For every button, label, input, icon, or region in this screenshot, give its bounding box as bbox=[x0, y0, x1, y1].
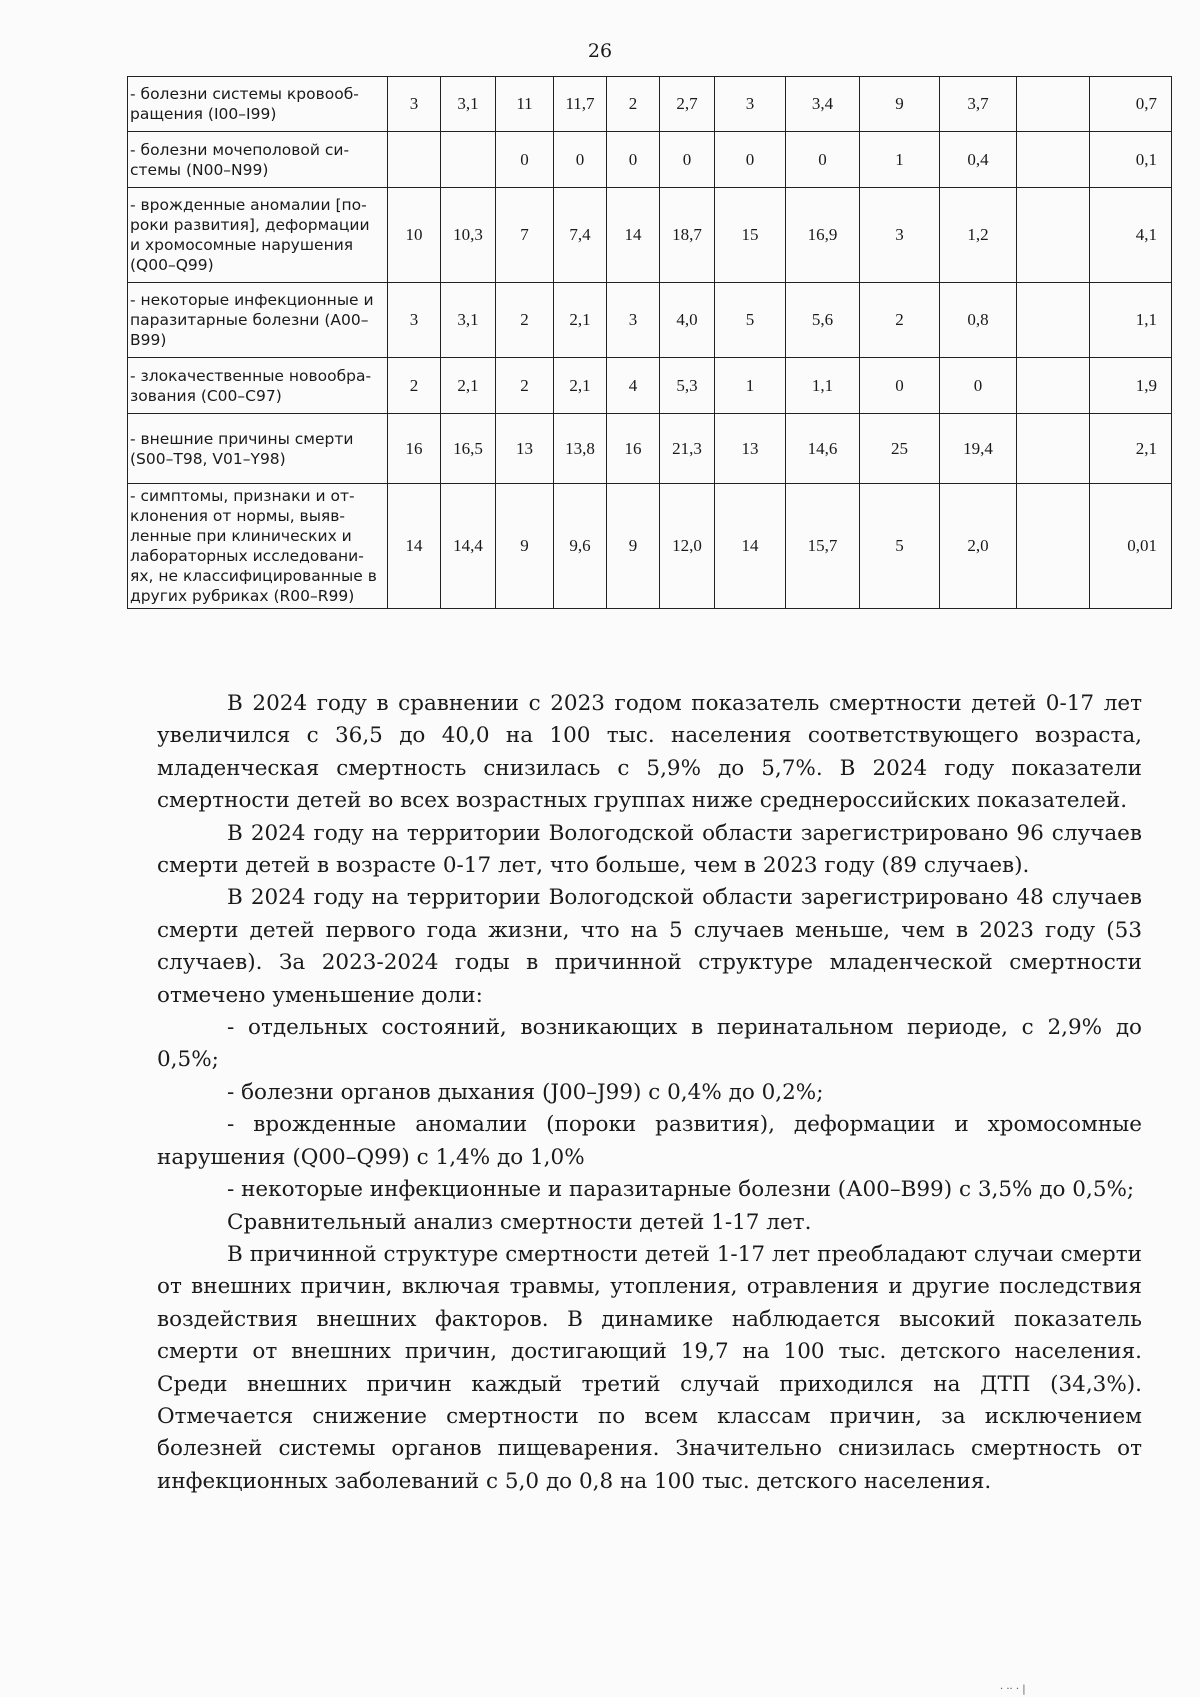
table-cell: 5 bbox=[715, 283, 786, 358]
table-cell: 3,4 bbox=[786, 77, 860, 132]
paragraph-4: В причинной структуре смертности детей 1-17 лет преобладают случаи смерти от внешних причин, включая травмы, утопления, отравления и другие последствия воздействия внешних факторов. В динамике наблюдается высокий показатель смерти от внешних причин, достигающий 19,7 на 100 тыс. детского населения. Среди внешних причин каждый третий случай приходился на ДТП (34,3%). Отмечается снижение смертности по всем классам причин, за исключением болезней системы органов пищеварения. Значительно снизилась смертность от инфекционных заболеваний с 5,0 до 0,8 на 100 тыс. детского населения. bbox=[157, 1241, 1142, 1494]
table-cell: 2,1 bbox=[554, 358, 607, 414]
table-row bbox=[128, 132, 1172, 188]
table-cell: 14 bbox=[607, 188, 660, 283]
table-cell: 21,3 bbox=[660, 414, 715, 484]
table-cell: 13 bbox=[496, 414, 554, 484]
table-cell: 3 bbox=[607, 283, 660, 358]
table-cell: 2 bbox=[496, 283, 554, 358]
table-cell: 0 bbox=[554, 132, 607, 188]
table-cell: 2 bbox=[607, 77, 660, 132]
row-label: - болезни системы кровооб- ращения (I00–I99) bbox=[128, 77, 388, 132]
table-cell: 13,8 bbox=[554, 414, 607, 484]
table-cell: 14,6 bbox=[786, 414, 860, 484]
table-cell: 2,1 bbox=[554, 283, 607, 358]
table-cell: 3 bbox=[715, 77, 786, 132]
table-cell: 0,7 bbox=[1090, 77, 1172, 132]
table-cell: 0 bbox=[715, 132, 786, 188]
table-cell: 18,7 bbox=[660, 188, 715, 283]
table-cell: 16 bbox=[388, 414, 441, 484]
table-cell bbox=[1017, 132, 1090, 188]
table-cell: 10 bbox=[388, 188, 441, 283]
page-number: 26 bbox=[587, 40, 613, 62]
table-cell: 9 bbox=[607, 484, 660, 609]
list-item-respiratory: - болезни органов дыхания (J00–J99) с 0,4% до 0,2%; bbox=[227, 1079, 824, 1105]
table-cell: 3 bbox=[388, 77, 441, 132]
table-cell: 11 bbox=[496, 77, 554, 132]
table-cell: 3,1 bbox=[441, 283, 496, 358]
table-row bbox=[128, 358, 1172, 414]
table-cell: 0 bbox=[607, 132, 660, 188]
table-cell: 0 bbox=[660, 132, 715, 188]
table-cell bbox=[1017, 414, 1090, 484]
table-cell: 9,6 bbox=[554, 484, 607, 609]
table-cell: 2,0 bbox=[940, 484, 1017, 609]
table-cell: 16 bbox=[607, 414, 660, 484]
table-cell: 0,4 bbox=[940, 132, 1017, 188]
table-row bbox=[128, 188, 1172, 283]
table-cell: 4,0 bbox=[660, 283, 715, 358]
row-label: - внешние причины смерти (S00–T98, V01–Y98) bbox=[128, 414, 388, 484]
table-cell: 1,1 bbox=[1090, 283, 1172, 358]
row-label: - симптомы, признаки и от- клонения от нормы, выяв- ленные при клинических и лабораторных исследовани- ях, не классифицированные в других рубриках (R00–R99) bbox=[128, 484, 388, 609]
table-cell: 1,9 bbox=[1090, 358, 1172, 414]
table-cell: 15 bbox=[715, 188, 786, 283]
table-cell: 11,7 bbox=[554, 77, 607, 132]
table-cell: 2 bbox=[388, 358, 441, 414]
body-text bbox=[157, 688, 1142, 1498]
table-cell bbox=[441, 132, 496, 188]
table-cell: 13 bbox=[715, 414, 786, 484]
scan-marks: · ·· · | bbox=[1000, 1684, 1026, 1695]
table-cell: 2,1 bbox=[441, 358, 496, 414]
table-cell: 0 bbox=[940, 358, 1017, 414]
row-label: - злокачественные новообра- зования (С00–С97) bbox=[128, 358, 388, 414]
table-cell: 1 bbox=[860, 132, 940, 188]
table-cell: 2,7 bbox=[660, 77, 715, 132]
row-label: - болезни мочеполовой си- стемы (N00–N99) bbox=[128, 132, 388, 188]
table-cell bbox=[1017, 77, 1090, 132]
row-label: - некоторые инфекционные и паразитарные болезни (А00– В99) bbox=[128, 283, 388, 358]
table-cell: 0 bbox=[496, 132, 554, 188]
table-cell bbox=[1017, 358, 1090, 414]
table-cell: 3,7 bbox=[940, 77, 1017, 132]
list-item-infectious: - некоторые инфекционные и паразитарные болезни (А00–В99) с 3,5% до 0,5%; bbox=[227, 1177, 1135, 1203]
table-cell: 19,4 bbox=[940, 414, 1017, 484]
table-cell: 12,0 bbox=[660, 484, 715, 609]
table-cell: 5,3 bbox=[660, 358, 715, 414]
table-cell: 0,8 bbox=[940, 283, 1017, 358]
table-cell: 0 bbox=[786, 132, 860, 188]
table-cell: 14 bbox=[388, 484, 441, 609]
paragraph-2: В 2024 году на территории Вологодской области зарегистрировано 96 случаев смерти детей в возрасте 0-17 лет, что больше, чем в 2023 году (89 случаев). bbox=[157, 820, 1142, 879]
table-cell: 16,9 bbox=[786, 188, 860, 283]
table-cell: 9 bbox=[860, 77, 940, 132]
table-cell: 0,01 bbox=[1090, 484, 1172, 609]
row-label: - врожденные аномалии [по- роки развития], деформации и хромосомные нарушения (Q00–Q99) bbox=[128, 188, 388, 283]
table-row bbox=[128, 484, 1172, 609]
table-cell: 5,6 bbox=[786, 283, 860, 358]
table-cell: 4 bbox=[607, 358, 660, 414]
table-cell bbox=[1017, 283, 1090, 358]
paragraph-1: В 2024 году в сравнении с 2023 годом показатель смертности детей 0-17 лет увеличился с 36,5 до 40,0 на 100 тыс. населения соответствующего возраста, младенческая смертность снизилась с 5,9% до 5,7%. В 2024 году показатели смертности детей во всех возрастных группах ниже среднероссийских показателей. bbox=[157, 691, 1142, 814]
paragraph-3: В 2024 году на территории Вологодской области зарегистрировано 48 случаев смерти детей первого года жизни, что на 5 случаев меньше, чем в 2023 году (53 случаев). За 2023-2024 годы в причинной структуре младенческой смертности отмечено уменьшение доли: bbox=[157, 885, 1142, 1008]
table-cell: 16,5 bbox=[441, 414, 496, 484]
table-cell: 25 bbox=[860, 414, 940, 484]
table-cell bbox=[1017, 188, 1090, 283]
list-item-congenital: - врожденные аномалии (пороки развития), деформации и хромосомные нарушения (Q00–Q99) с 1,4% до 1,0% bbox=[157, 1112, 1142, 1170]
table-cell: 9 bbox=[496, 484, 554, 609]
table-cell: 4,1 bbox=[1090, 188, 1172, 283]
table-cell bbox=[388, 132, 441, 188]
list-item-perinatal: - отдельных состояний, возникающих в перинатальном периоде, с 2,9% до 0,5%; bbox=[157, 1015, 1142, 1073]
table-cell: 1 bbox=[715, 358, 786, 414]
mortality-table bbox=[127, 76, 1172, 609]
table-cell: 15,7 bbox=[786, 484, 860, 609]
table-row bbox=[128, 77, 1172, 132]
table-cell: 2,1 bbox=[1090, 414, 1172, 484]
table-cell: 0 bbox=[860, 358, 940, 414]
table-cell: 5 bbox=[860, 484, 940, 609]
table-cell bbox=[1017, 484, 1090, 609]
table-cell: 1,1 bbox=[786, 358, 860, 414]
table-cell: 7,4 bbox=[554, 188, 607, 283]
table-cell: 7 bbox=[496, 188, 554, 283]
table-cell: 0,1 bbox=[1090, 132, 1172, 188]
table-cell: 3 bbox=[860, 188, 940, 283]
table-cell: 3 bbox=[388, 283, 441, 358]
table-cell: 1,2 bbox=[940, 188, 1017, 283]
table-cell: 14,4 bbox=[441, 484, 496, 609]
table-cell: 2 bbox=[860, 283, 940, 358]
table-cell: 2 bbox=[496, 358, 554, 414]
table-row bbox=[128, 414, 1172, 484]
table-cell: 10,3 bbox=[441, 188, 496, 283]
table-cell: 3,1 bbox=[441, 77, 496, 132]
table-cell: 14 bbox=[715, 484, 786, 609]
section-heading: Сравнительный анализ смертности детей 1-17 лет. bbox=[227, 1209, 812, 1235]
table-row bbox=[128, 283, 1172, 358]
